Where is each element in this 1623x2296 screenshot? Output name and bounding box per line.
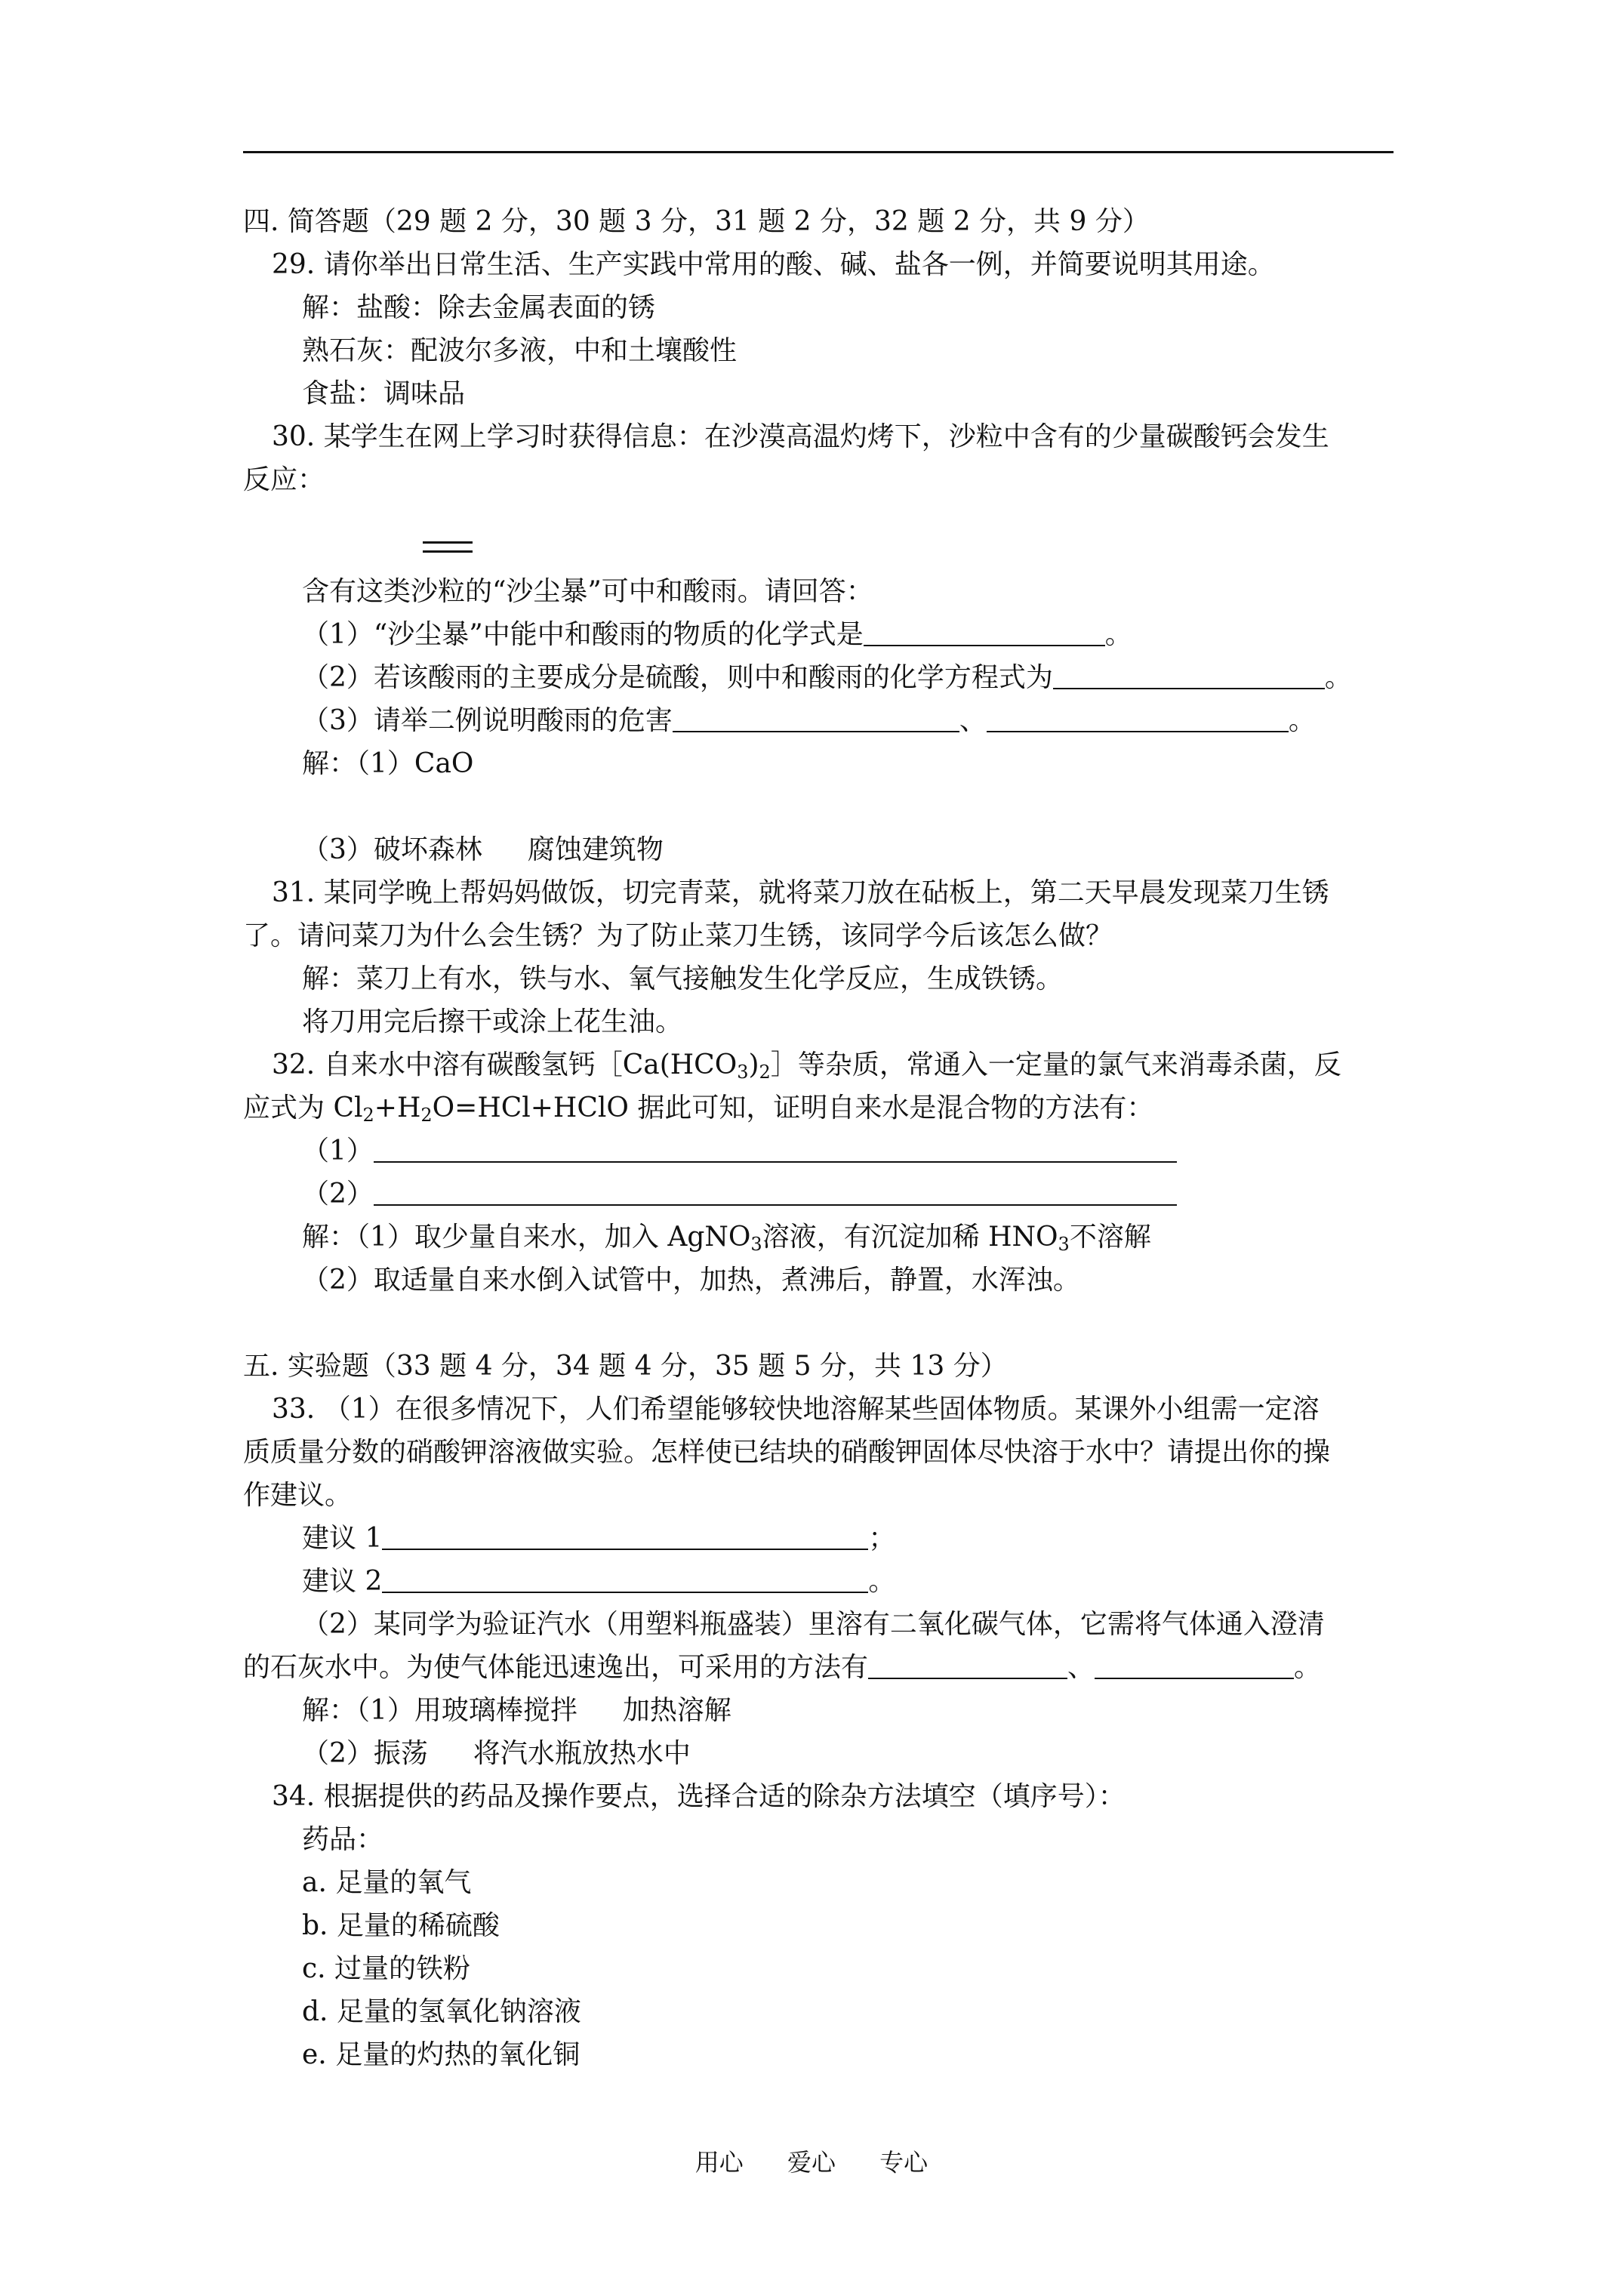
footer-word-2: 爱心 [787,2148,836,2177]
q33-p2-text: 的石灰水中。为使气体能迅速逸出，可采用的方法有 [243,1652,869,1683]
q33-part2-line1: （2）某同学为验证汽水（用塑料瓶盛装）里溶有二氧化碳气体，它需将气体通入澄清 [302,1609,1325,1640]
q33-p2-blank-2[interactable] [1095,1652,1294,1679]
q30-part2-blank[interactable] [1053,662,1325,689]
q32-l2-b: +H [374,1093,421,1123]
q32-ans1-c: 不溶解 [1069,1222,1151,1253]
q32-ans1-a: 解：（1）取少量自来水，加入 AgNO [302,1222,751,1253]
q32-ans1-sub1: 3 [750,1234,762,1255]
q32-part1-blank[interactable] [374,1136,1177,1163]
q34-item-a: a. 足量的氧气 [302,1867,472,1898]
q30-part3-sep: 、 [959,705,987,736]
q33-p2-blank-1[interactable] [868,1652,1067,1679]
q34-label: 药品： [302,1824,384,1855]
q33-line3: 作建议。 [243,1480,353,1511]
q32-l2-c: O=HCl+HClO 据此可知，证明自来水是混合物的方法有： [432,1093,1154,1123]
q33-part2-line2 [243,1650,1321,1686]
q32-ans1-sub2: 3 [1058,1234,1070,1255]
q30-part1 [302,617,1132,653]
q30-answer-1: 解：（1）CaO [302,748,474,779]
q29-question: 29. 请你举出日常生活、生产实践中常用的酸、碱、盐各一例，并简要说明其用途。 [272,249,1275,280]
footer-word-1: 用心 [694,2148,744,2177]
q30-part1-text: （1）“沙尘暴”中能中和酸雨的物质的化学式是 [302,619,864,650]
q32-part1-label: （1） [302,1136,374,1166]
q30-part3-text: （3）请举二例说明酸雨的危害 [302,705,673,736]
q30-intro: 含有这类沙粒的“沙尘暴”可中和酸雨。请回答： [302,576,873,607]
q31-question-line2: 了。请问菜刀为什么会生锈？为了防止菜刀生锈，该同学今后该怎么做？ [243,920,1113,951]
q30-part2-end: 。 [1324,662,1352,693]
q32-part2-label: （2） [302,1179,374,1210]
q29-answer-1: 解：盐酸：除去金属表面的锈 [302,292,656,323]
q33-p2-end: 。 [1294,1652,1322,1683]
q34-question: 34. 根据提供的药品及操作要点，选择合适的除杂方法填空（填序号）： [272,1781,1126,1812]
q32-answer-2: （2）取适量自来水倒入试管中，加热，煮沸后，静置，水浑浊。 [302,1265,1080,1296]
q29-answer-3: 食盐：调味品 [302,378,466,409]
q30-answer-3a: （3）破坏森林 [302,834,482,865]
q32-question-line2 [243,1090,1153,1126]
q33-s2-end: 。 [868,1566,896,1597]
q32-answer-1 [302,1219,1151,1256]
q33-p2-sep: 、 [1067,1652,1095,1683]
q30-part1-blank[interactable] [864,619,1105,646]
q34-item-c: c. 过量的铁粉 [302,1953,471,1984]
q32-l2-sub2: 2 [420,1105,433,1126]
q33-s1-blank[interactable] [382,1523,868,1550]
q29-answer-2: 熟石灰：配波尔多液，中和土壤酸性 [302,335,738,366]
q33-line2: 质质量分数的硝酸钾溶液做实验。怎样使已结块的硝酸钾固体尽快溶于水中？请提出你的操 [243,1437,1331,1468]
footer-word-3: 专心 [879,2148,929,2177]
q30-part1-end: 。 [1104,619,1132,650]
q33-s1-label: 建议 1 [302,1523,383,1554]
q30-part2-text: （2）若该酸雨的主要成分是硫酸，则中和酸雨的化学方程式为 [302,662,1053,693]
equation-sign [423,541,473,553]
q33-ans2b: 将汽水瓶放热水中 [473,1738,691,1769]
q33-line1: 33. （1）在很多情况下，人们希望能够较快地溶解某些固体物质。某课外小组需一定溶 [272,1394,1320,1425]
q30-part3-blank-1[interactable] [673,705,959,732]
q31-answer-2: 将刀用完后擦干或涂上花生油。 [302,1006,683,1037]
q30-part3 [302,703,1316,739]
q30-answer-3b: 腐蚀建筑物 [527,834,664,865]
q30-part3-blank-2[interactable] [987,705,1289,732]
q34-item-d: d. 足量的氢氧化钠溶液 [302,1996,581,2027]
q33-answer-2 [302,1736,691,1772]
q34-item-b: b. 足量的稀硫酸 [302,1910,500,1941]
q33-ans1a: 解：（1）用玻璃棒搅拌 [302,1695,577,1726]
q33-s2-blank[interactable] [382,1566,868,1593]
q33-suggestion-1 [302,1521,895,1557]
q33-s2-label: 建议 2 [302,1566,383,1597]
q30-question-line2: 反应： [243,464,325,495]
q30-part2 [302,660,1352,696]
header-rule [243,151,1394,153]
q31-answer-1: 解：菜刀上有水，铁与水、氧气接触发生化学反应，生成铁锈。 [302,963,1064,994]
q33-s1-end: ； [868,1523,896,1554]
q32-part2-blank[interactable] [374,1179,1177,1206]
q30-part3-end: 。 [1288,705,1316,736]
q32-part2 [302,1176,1177,1213]
q32-l1-sub: 3 [737,1062,749,1083]
q32-l1-c: ］等杂质，常通入一定量的氯气来消毒杀菌，反 [770,1049,1341,1080]
q32-l1-b: ) [748,1049,759,1080]
q33-ans1b: 加热溶解 [622,1695,731,1726]
q30-question-line1: 30. 某学生在网上学习时获得信息：在沙漠高温灼烤下，沙粒中含有的少量碳酸钙会发生 [272,421,1329,452]
q31-question-line1: 31. 某同学晚上帮妈妈做饭，切完青菜，就将菜刀放在砧板上，第二天早晨发现菜刀生锈 [272,877,1329,908]
section-4-title: 四. 简答题（29 题 2 分，30 题 3 分，31 题 2 分，32 题 2 分，共 9 分） [243,206,1150,237]
page-footer [0,2146,1623,2179]
q32-ans1-b: 溶液，有沉淀加稀 HNO [762,1222,1058,1253]
q34-item-e: e. 足量的灼热的氧化铜 [302,2039,581,2070]
section-5-title: 五. 实验题（33 题 4 分，34 题 4 分，35 题 5 分，共 13 分） [243,1351,1008,1382]
q32-l1-a: 32. 自来水中溶有碳酸氢钙［Ca(HCO [272,1049,738,1080]
q32-question-line1 [272,1047,1341,1083]
q32-l1-sub2: 2 [759,1062,771,1083]
q32-l2-a: 应式为 Cl [243,1093,363,1123]
q33-ans2a: （2）振荡 [302,1738,428,1769]
q30-answer-3 [302,832,664,868]
q33-suggestion-2 [302,1564,895,1600]
q32-part1 [302,1133,1177,1170]
q33-answer-1 [302,1693,731,1729]
q32-l2-sub1: 2 [362,1105,374,1126]
